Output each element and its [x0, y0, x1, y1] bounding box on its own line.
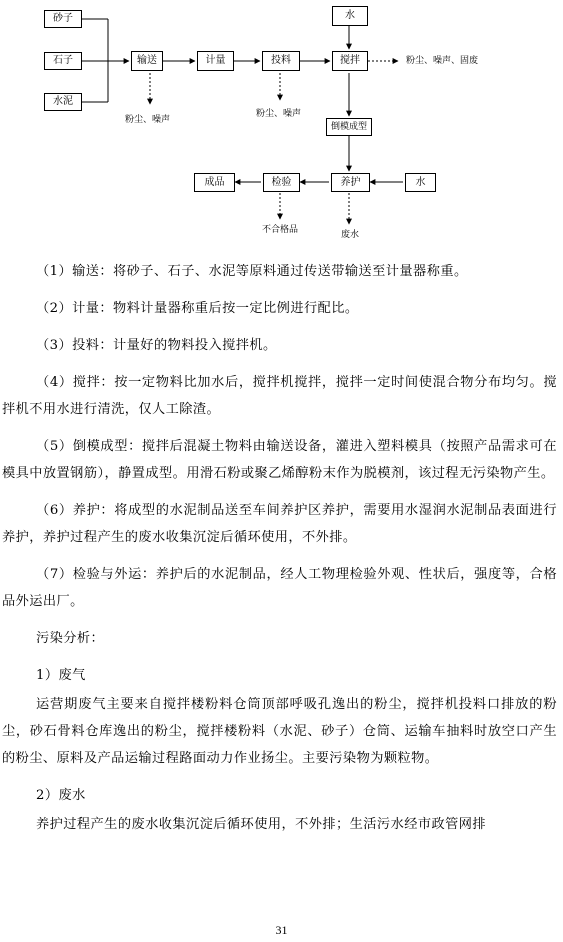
node-mix: 搅拌	[332, 51, 368, 71]
paragraph-inspect: （7）检验与外运：养护后的水泥制品，经人工物理检验外观、性状后，强度等，合格品外运出厂。	[2, 567, 557, 609]
flow-connectors	[0, 0, 563, 250]
paragraph-measure: （2）计量：物料计量器称重后按一定比例进行配比。	[36, 301, 359, 316]
paragraph-feed: （3）投料：计量好的物料投入搅拌机。	[36, 338, 277, 353]
paragraph-convey: （1）输送：将砂子、石子、水泥等原料通过传送带输送至计量器称重。	[36, 264, 468, 279]
paragraph-mold: （5）倒模成型：搅拌后混凝土物料由输送设备，灌进入塑料模具（按照产品需求可在模具中放置钢筋），静置成型。用滑石粉或聚乙烯醇粉末作为脱模剂，该过程无污染物产生。	[2, 439, 557, 481]
pollution-analysis-heading: 污染分析：	[36, 631, 105, 646]
node-cure: 养护	[331, 173, 370, 192]
page-number: 31	[275, 923, 288, 937]
cure-emission-label: 废水	[341, 230, 360, 240]
paragraph-cure: （6）养护：将成型的水泥制品送至车间养护区养护，需要用水湿润水泥制品表面进行养护，养护过程产生的废水收集沉淀后循环使用，不外排。	[2, 503, 557, 545]
node-mold: 倒模成型	[326, 118, 372, 136]
node-inspect: 检验	[263, 173, 300, 192]
convey-emission-label: 粉尘、噪声	[125, 115, 171, 125]
node-water-right: 水	[405, 173, 436, 192]
mix-emission-label: 粉尘、噪声、固废	[406, 56, 479, 66]
node-product: 成品	[194, 173, 235, 192]
node-stone: 石子	[44, 52, 82, 70]
node-water-top: 水	[332, 6, 368, 26]
node-feed: 投料	[262, 51, 300, 71]
document-body	[0, 258, 563, 838]
process-flow-diagram	[0, 0, 563, 250]
paragraph-mix: （4）搅拌：按一定物料比加水后，搅拌机搅拌，搅拌一定时间使混合物分布均匀。搅拌机不用水进行清洗，仅人工除渣。	[2, 375, 557, 417]
feed-emission-label: 粉尘、噪声	[256, 109, 302, 119]
node-cement: 水泥	[44, 93, 82, 111]
inspect-emission-label: 不合格品	[262, 225, 299, 235]
node-convey: 输送	[131, 51, 163, 71]
section-waste-water: 2）废水	[36, 788, 86, 803]
node-sand: 砂子	[44, 10, 82, 28]
node-measure: 计量	[197, 51, 234, 71]
section-waste-gas: 1）废气	[36, 668, 86, 683]
paragraph-waste-water: 养护过程产生的废水收集沉淀后循环使用，不外排；生活污水经市政管网排	[36, 817, 487, 832]
paragraph-waste-gas: 运营期废气主要来自搅拌楼粉料仓筒顶部呼吸孔逸出的粉尘，搅拌机投料口排放的粉尘，砂石骨料仓库逸出的粉尘，搅拌楼粉料（水泥、砂子）仓筒、运输车抽料时放空口产生的粉尘、原料及产品运输过程路面动力作业扬尘。主要污染物为颗粒物。	[2, 697, 557, 766]
